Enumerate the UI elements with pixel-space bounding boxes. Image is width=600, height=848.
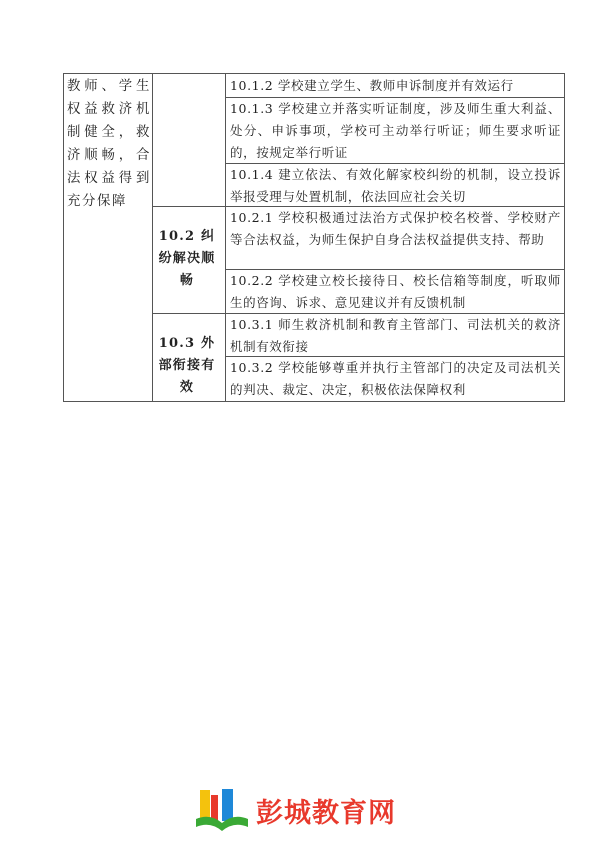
column-divider-2 [225,74,226,401]
evaluation-table [63,73,565,402]
open-book-icon [194,785,250,835]
table-cell-10-1-4: 10.1.4 建立依法、有效化解家校纠纷的机制，设立投诉举报受理与处置机制，依法回应社会关切 [230,167,561,204]
group-label: 10.2 纠纷解决顺畅 [158,229,216,288]
book-blue [222,789,233,821]
site-logo [194,785,414,835]
table-cell-10-3-1: 10.3.1 师生救济机制和教育主管部门、司法机关的救济机制有效衔接 [230,317,561,354]
table-cell-10-3-2: 10.3.2 学校能够尊重并执行主管部门的决定及司法机关的判决、裁定、决定，积极依法保障权利 [230,360,561,397]
group-label: 10.3 外部衔接有效 [158,336,216,395]
logo-text: 彭城教育网 [256,798,396,829]
category-cell: 教师、学生权益救济机制健全，救济顺畅，合法权益得到充分保障 [67,79,151,209]
book-yellow [200,790,210,820]
table-cell-10-2-1: 10.2.1 学校积极通过法治方式保护校名校誉、学校财产等合法权益，为师生保护自身合法权益提供支持、帮助 [230,210,561,247]
table-cell-10-2-2: 10.2.2 学校建立校长接待日、校长信箱等制度，听取师生的咨询、诉求、意见建议并有反馈机制 [230,273,561,310]
book-red [211,795,218,821]
column-divider-1 [152,74,153,401]
table-cell-10-1-3: 10.1.3 学校建立并落实听证制度，涉及师生重大利益、处分、申诉事项，学校可主动举行听证；师生要求听证的，按规定举行听证 [230,101,561,160]
table-cell-10-1-2: 10.1.2 学校建立学生、教师申诉制度并有效运行 [230,78,514,93]
